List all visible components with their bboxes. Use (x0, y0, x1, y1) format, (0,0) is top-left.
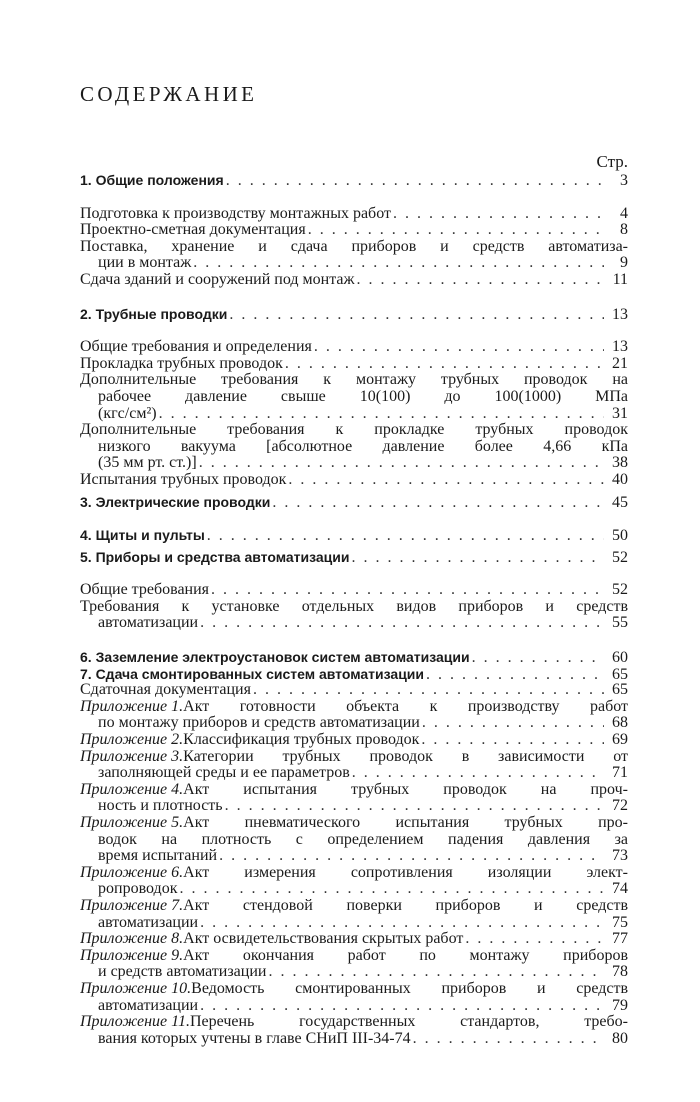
toc-appendix (80, 699, 628, 732)
dot-leader (200, 615, 604, 632)
appendix-label: Приложение 8. (80, 931, 184, 948)
page-number: 50 (612, 527, 628, 544)
page-number: 65 (612, 665, 628, 683)
entry-text: ропроводок (98, 881, 178, 898)
toc-entry (80, 422, 628, 472)
entry-text: автоматизации (98, 997, 199, 1014)
toc-entry (80, 272, 628, 289)
toc-chapter (80, 666, 628, 683)
page-number: 52 (612, 548, 628, 566)
spacer (80, 632, 628, 649)
entry-text: Перечень государственных стандартов, требо- (189, 1014, 628, 1031)
dot-leader (200, 915, 604, 932)
dot-leader (229, 307, 604, 323)
dot-leader (207, 528, 604, 544)
entry-text: Подготовка к производству монтажных работ (80, 205, 391, 222)
entry-text: Прокладка трубных проводок (80, 355, 283, 372)
dot-leader (352, 765, 604, 782)
entry-text: 7. Сдача смонтированных систем автоматизации (80, 665, 425, 682)
entry-text: 2. Трубные проводки (80, 305, 228, 322)
page-number: 21 (612, 355, 628, 372)
dot-leader (288, 472, 604, 489)
entry-text: Акт окончания работ по монтажу приборов (183, 947, 628, 964)
page-number: 77 (612, 931, 628, 948)
appendix-label: Приложение 6. (80, 864, 184, 881)
toc-entry (80, 356, 628, 373)
toc-entry (80, 599, 628, 632)
page-number: 71 (612, 765, 628, 782)
page-number: 75 (612, 914, 628, 931)
entry-text: Требования к установке отдельных видов приборов и средств (80, 598, 628, 615)
page-number: 38 (612, 455, 628, 472)
page-column-label: Стр. (596, 152, 628, 171)
page-number: 72 (612, 798, 628, 815)
entry-text: рабочее давление свыше 10(100) до 100(1000) МПа (98, 388, 628, 405)
entry-text: Проектно-сметная документация (80, 222, 306, 239)
appendix-label: Приложение 5. (80, 815, 184, 831)
page-number: 4 (620, 205, 628, 222)
entry-text: Общие требования (80, 582, 210, 599)
entry-text: Дополнительные требования к монтажу трубных проводок на (80, 372, 628, 389)
entry-text: (кгс/см²) (98, 405, 157, 422)
appendix-label: Приложение 4. (80, 781, 184, 798)
toc-appendix (80, 815, 628, 865)
spacer (80, 510, 628, 527)
page-number: 69 (612, 732, 628, 749)
page-number: 9 (620, 255, 628, 272)
page-number: 65 (612, 682, 628, 699)
entry-text: Сдаточная документация (80, 682, 251, 699)
page-number: 52 (612, 582, 628, 599)
entry-text: Акт измерения сопротивления изоляции элект- (183, 864, 628, 881)
toc-entry (80, 239, 628, 272)
entry-text: Акт испытания трубных проводок на проч- (183, 781, 628, 798)
toc-entry (80, 372, 628, 422)
page-number: 13 (612, 339, 628, 356)
entry-text: ции в монтаж (98, 255, 192, 272)
dot-leader (225, 798, 604, 815)
entry-text: автоматизации (98, 914, 199, 931)
entry-text: Классификация трубных проводок (183, 732, 420, 749)
toc-appendix (80, 865, 628, 898)
toc-appendix (80, 948, 628, 981)
dot-leader (219, 848, 604, 865)
appendix-label: Приложение 2. (80, 732, 184, 749)
toc-chapter (80, 549, 628, 566)
entry-text: Акт пневматического испытания трубных про- (183, 815, 628, 831)
toc-chapter (80, 649, 628, 666)
toc-appendix (80, 898, 628, 931)
entry-text: 6. Заземление электроустановок систем автоматизации (80, 649, 470, 666)
toc-chapter (80, 306, 628, 323)
entry-text: время испытаний (98, 848, 218, 865)
table-of-contents (80, 172, 628, 1047)
entry-text: Поставка, хранение и сдача приборов и средств автоматиза- (80, 238, 628, 255)
page-number: 45 (612, 493, 628, 511)
appendix-label: Приложение 10. (80, 980, 192, 997)
dot-leader (199, 455, 604, 472)
entry-text: и средств автоматизации (98, 964, 267, 981)
page-number: 73 (612, 848, 628, 865)
appendix-label: Приложение 1. (80, 698, 184, 715)
page-title: СОДЕРЖАНИЕ (80, 82, 258, 106)
spacer (80, 322, 628, 339)
appendix-label: Приложение 9. (80, 947, 184, 964)
toc-entry (80, 222, 628, 239)
dot-leader (426, 667, 604, 683)
toc-entry (80, 472, 628, 489)
entry-text: 5. Приборы и средства автоматизации (80, 548, 350, 565)
toc-appendix (80, 782, 628, 815)
dot-leader (193, 255, 604, 272)
dot-leader (393, 206, 604, 223)
toc-chapter (80, 172, 628, 189)
dot-leader (314, 339, 604, 356)
dot-leader (159, 406, 604, 423)
entry-text: 1. Общие положения (80, 172, 224, 188)
page-number: 68 (612, 715, 628, 732)
entry-text: по монтажу приборов и средств автоматизации (98, 715, 420, 732)
dot-leader (465, 931, 604, 948)
entry-text: вания которых учтены в главе СНиП III-34-74 (98, 1030, 411, 1047)
entry-text: 3. Электрические проводки (80, 493, 271, 510)
toc-chapter (80, 494, 628, 511)
page-number: 31 (612, 405, 628, 422)
entry-text: Сдача зданий и сооружений под монтаж (80, 271, 355, 288)
page-number: 79 (612, 997, 628, 1014)
page-number: 11 (612, 271, 628, 288)
toc-entry (80, 206, 628, 223)
toc-appendix (80, 749, 628, 782)
entry-text: ность и плотность (98, 798, 223, 815)
dot-leader (285, 356, 604, 373)
entry-text: (35 мм рт. ст.)] (98, 455, 197, 472)
appendix-label: Приложение 3. (80, 748, 184, 765)
entry-text: Категории трубных проводок в зависимости от (183, 748, 628, 765)
page-number: 74 (612, 881, 628, 898)
dot-leader (421, 732, 604, 749)
dot-leader (413, 1031, 604, 1048)
entry-text: низкого вакуума [абсолютное давление более 4,66 кПа (98, 438, 628, 455)
toc-chapter (80, 527, 628, 544)
page-number: 60 (612, 649, 628, 666)
dot-leader (422, 715, 604, 732)
toc-appendix (80, 931, 628, 948)
entry-text: Акт стендовой поверки приборов и средств (183, 897, 628, 914)
entry-text: Испытания трубных проводок (80, 471, 287, 488)
dot-leader (472, 650, 604, 666)
entry-text: 4. Щиты и пульты (80, 527, 205, 544)
toc-appendix (80, 1014, 628, 1047)
dot-leader (200, 998, 604, 1015)
page-number: 78 (612, 964, 628, 981)
entry-text: Ведомость смонтированных приборов и средств (191, 980, 628, 997)
page-number: 13 (612, 305, 628, 323)
entry-text: автоматизации (98, 615, 199, 632)
spacer (80, 189, 628, 206)
entry-text: Дополнительные требования к прокладке трубных проводок (80, 422, 628, 439)
page-number: 8 (620, 222, 628, 239)
spacer (80, 289, 628, 306)
toc-entry (80, 339, 628, 356)
entry-text: водок на плотность с определением падения давления за (98, 831, 628, 848)
appendix-label: Приложение 7. (80, 897, 184, 914)
dot-leader (308, 222, 604, 239)
dot-leader (253, 682, 604, 699)
dot-leader (268, 964, 604, 981)
page-number: 80 (612, 1030, 628, 1047)
toc-appendix (80, 981, 628, 1014)
dot-leader (179, 881, 604, 898)
dot-leader (211, 582, 604, 599)
dot-leader (226, 173, 604, 189)
dot-leader (357, 272, 604, 289)
toc-entry (80, 682, 628, 699)
entry-text: заполняющей среды и ее параметров (98, 765, 350, 782)
page-number: 55 (612, 615, 628, 632)
page-number: 40 (612, 471, 628, 488)
spacer (80, 565, 628, 582)
dot-leader (272, 495, 604, 511)
dot-leader (352, 550, 605, 566)
appendix-label: Приложение 11. (80, 1014, 190, 1031)
entry-text: Акт готовности объекта к производству работ (183, 698, 628, 715)
toc-entry (80, 582, 628, 599)
entry-text: Общие требования и определения (80, 339, 312, 356)
page-number: 3 (620, 172, 628, 189)
toc-appendix (80, 732, 628, 749)
entry-text: Акт освидетельствования скрытых работ (183, 931, 464, 948)
